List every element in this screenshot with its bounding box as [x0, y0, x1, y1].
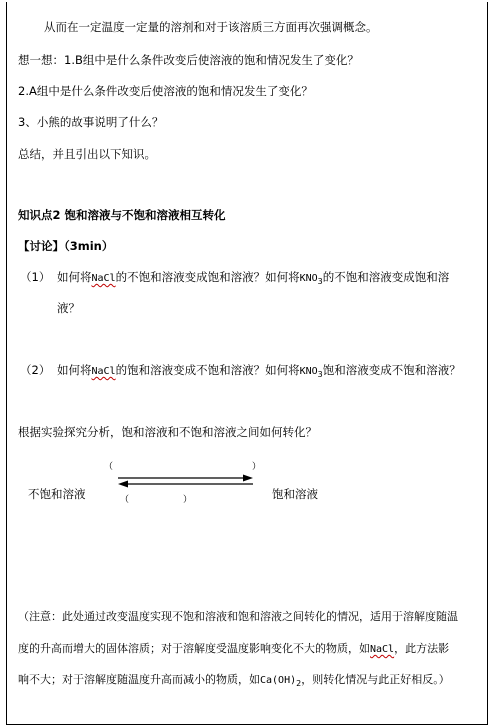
- bottom-paren-close: ）: [183, 495, 193, 505]
- q1-kno: KNO: [299, 273, 318, 284]
- q2-part-b: 的饱和溶液变成不饱和溶液？如何将: [115, 363, 300, 377]
- note-caoh-subscript: 2: [296, 679, 302, 688]
- q1-nacl: NaCl: [91, 273, 116, 284]
- discussion-title: 【讨论】: [18, 239, 64, 253]
- discussion-time: （3min）: [64, 239, 114, 253]
- note-line-2-a: 度的升高而增大的固体溶质；对于溶解度受温度影响变化不大的物质，如: [18, 642, 370, 655]
- top-paren-close: ）: [252, 462, 262, 472]
- question-1-continued: 液？: [57, 301, 80, 315]
- note-line-3-b: ，则转化情况与此正好相反。）: [301, 673, 450, 686]
- question-think-2: 2.A组中是什么条件改变后使溶液的饱和情况发生了变化？: [18, 84, 313, 98]
- summary-line: 总结，并且引出以下知识。: [18, 147, 156, 161]
- intro-line: 从而在一定温度一定量的溶剂和对于该溶质三方面再次强调概念。: [44, 20, 378, 34]
- q1-part-a: 如何将: [57, 270, 92, 284]
- question-think-1: 想一想：1.B组中是什么条件改变后使溶液的饱和情况发生了变化？: [18, 53, 359, 67]
- forward-arrow-head: [243, 475, 253, 482]
- note-line-3-a: 响不大；对于溶解度随温度升高而减小的物质，如: [18, 673, 260, 686]
- section-heading: 知识点2 饱和溶液与不饱和溶液相互转化: [18, 208, 226, 222]
- saturated-label: 饱和溶液: [272, 487, 318, 501]
- question-2-number: （2）: [20, 363, 51, 377]
- q2-part-a: 如何将: [57, 363, 92, 377]
- note-caoh: Ca(OH): [260, 675, 297, 686]
- q1-part-b: 的不饱和溶液变成饱和溶液？如何将: [115, 270, 300, 284]
- unsaturated-label: 不饱和溶液: [28, 487, 86, 501]
- question-think-3: 3、小熊的故事说明了什么？: [18, 115, 164, 129]
- q1-part-c: 的不饱和溶液变成饱和溶: [322, 270, 450, 284]
- note-line-2-b: ，此方法影: [394, 642, 450, 655]
- bottom-paren-open: （: [120, 495, 130, 505]
- q2-kno-subscript: 3: [317, 370, 323, 379]
- top-paren-open: （: [104, 462, 114, 472]
- q2-part-c: 饱和溶液变成不饱和溶液？: [322, 363, 461, 377]
- q2-kno: KNO: [299, 366, 318, 377]
- q2-nacl: NaCl: [91, 366, 116, 377]
- note-line-2: [18, 641, 449, 658]
- q1-kno-subscript: 3: [317, 277, 323, 286]
- note-nacl: NaCl: [370, 644, 395, 655]
- backward-arrow-head: [118, 481, 128, 488]
- note-line-3: [18, 672, 450, 692]
- conversion-prompt: 根据实验探究分析，饱和溶液和不饱和溶液之间如何转化？: [18, 425, 317, 439]
- question-1-number: （1）: [20, 270, 51, 284]
- note-line-1: （注意：此处通过改变温度实现不饱和溶液和饱和溶液之间转化的情况，适用于溶解度随温: [18, 610, 458, 623]
